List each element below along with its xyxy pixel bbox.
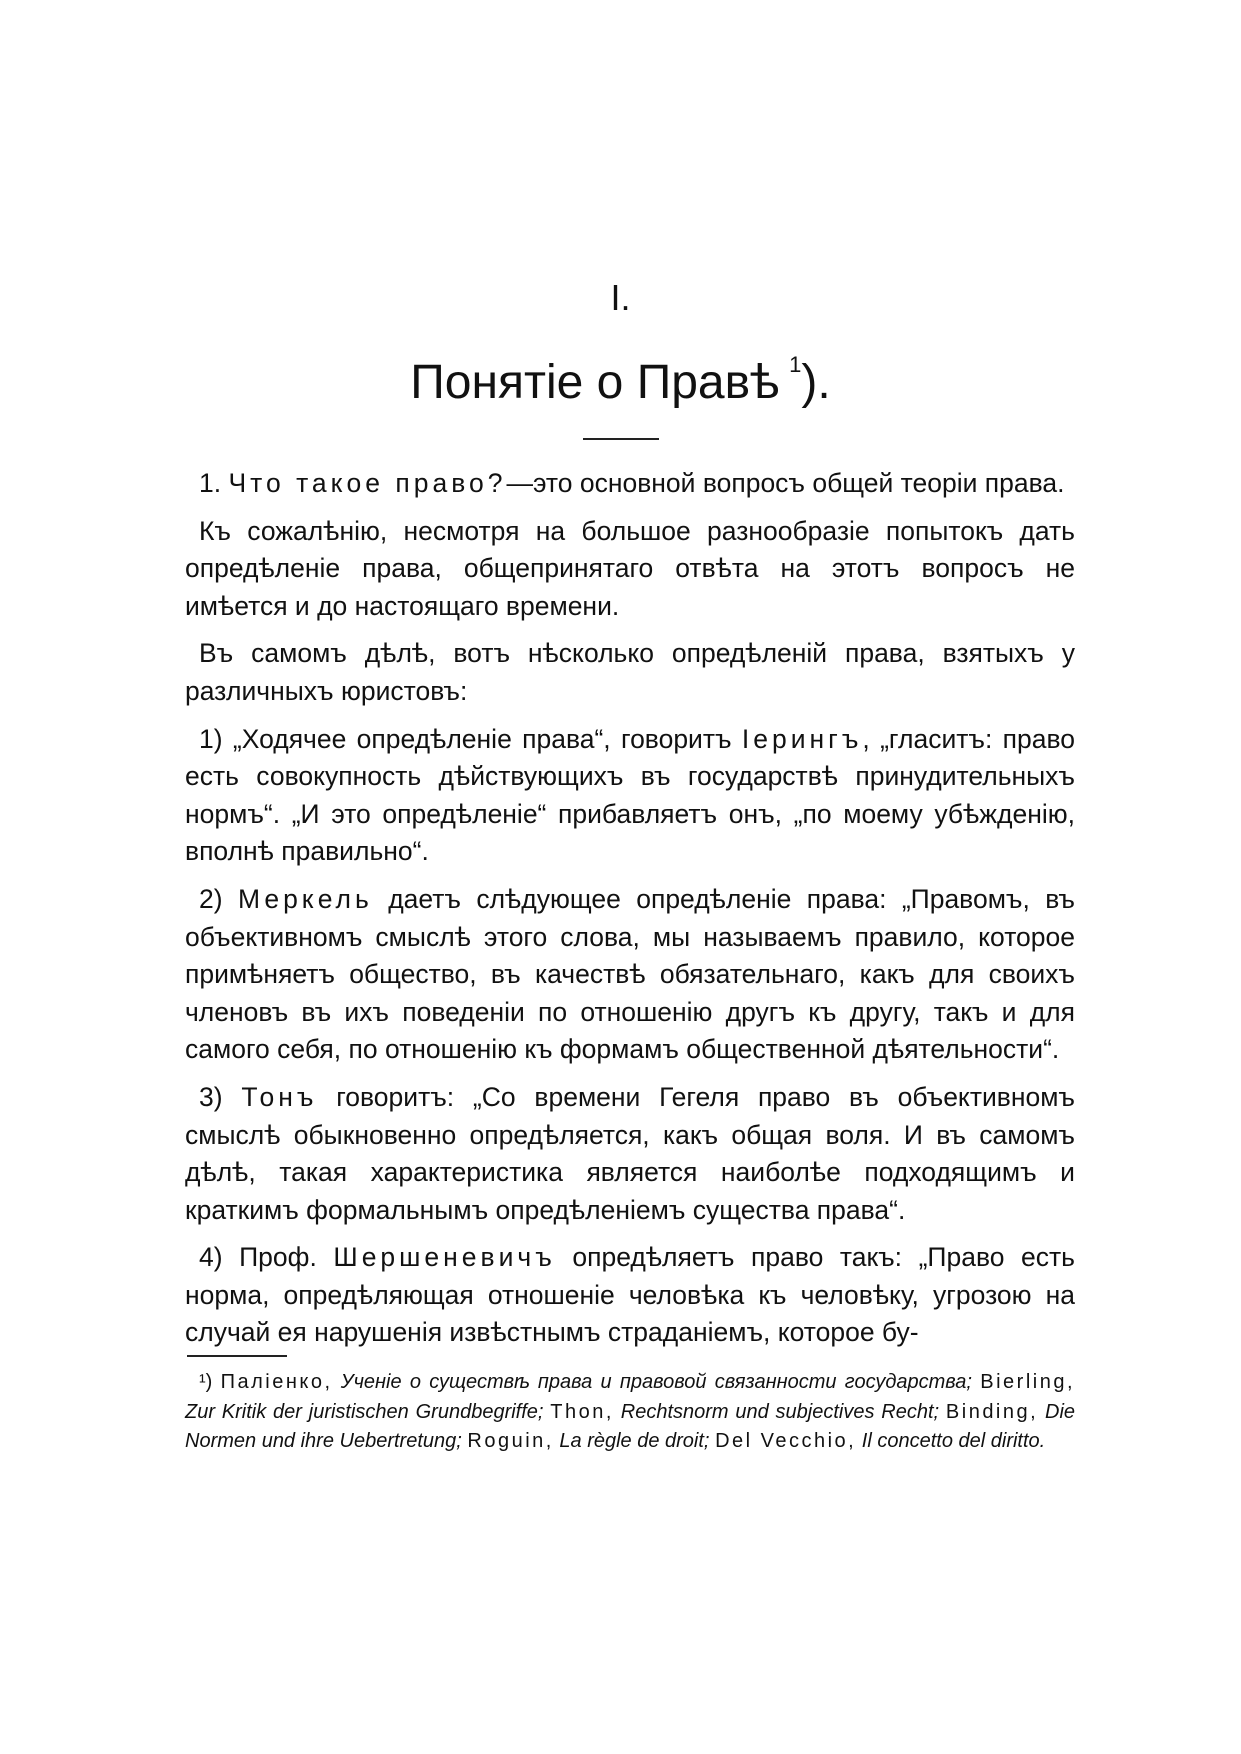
footnote-author: Roguin, [467, 1430, 554, 1452]
paragraph-text: Въ самомъ дѣлѣ, вотъ нѣсколько опредѣленій права, взятыхъ у различныхъ юристовъ: [185, 638, 1075, 706]
author-name-thon: Тонъ [241, 1081, 318, 1112]
paragraph-text: Къ сожалѣнію, несмотря на большое разнообразіе попытокъ дать опредѣленіе права, общепринятаго отвѣта на этотъ вопросъ не имѣется и до настоящаго времени. [185, 515, 1075, 621]
paragraph-text: 1) „Ходячее опредѣленіе права“, говоритъ [199, 723, 732, 754]
author-name-shershenevich: Шершеневичъ [333, 1242, 556, 1273]
paragraph-4 [185, 721, 1075, 871]
footnote-divider [187, 1355, 287, 1357]
spaced-term: Что такое право? [228, 468, 507, 498]
footnote-author: Thon, [550, 1400, 614, 1423]
paragraph-text: —это основной вопросъ общей теоріи права. [506, 468, 1065, 498]
body-text [185, 465, 1075, 1362]
paragraph-7 [185, 1239, 1075, 1352]
paragraph-1 [185, 465, 1075, 503]
title-divider [583, 438, 659, 440]
footnote-reference: 1 [789, 352, 802, 377]
paragraph-text: даетъ слѣдующее опредѣленіе права: „Правомъ, въ объективномъ смыслѣ этого слова, мы называемъ правило, которое примѣняетъ общество, въ качествѣ обязательнаго, какъ для своихъ членовъ въ ихъ поведеніи по отношенію другъ къ другу, такъ и для самого себя, по отношенію къ формамъ общественной дѣятельности“. [185, 883, 1075, 1065]
paragraph-text: , „гласитъ: право есть совокупность дѣйствующихъ въ государствѣ принудительныхъ нормъ“. „И это опредѣленіе“ прибавляетъ онъ, „по моему убѣжденію, вполнѣ правильно“. [185, 723, 1075, 867]
footnote-work: Rechtsnorm und subjectives Recht; [620, 1400, 940, 1423]
footnote [185, 1368, 1075, 1457]
footnote-work: Ученіе о существѣ права и правовой связанности государства; [340, 1371, 972, 1393]
footnote-author: Bierling, [980, 1371, 1076, 1393]
chapter-title-close: ). [801, 356, 831, 409]
paragraph-text: говоритъ: „Со времени Гегеля право въ объективномъ смыслѣ обыкновенно опредѣляется, какъ общая воля. И въ самомъ дѣлѣ, такая характеристика является наиболѣе подходящимъ и краткимъ формальнымъ опредѣленіемъ существа права“. [185, 1081, 1075, 1225]
paragraph-text: 2) [199, 883, 223, 914]
paragraph-6 [185, 1079, 1075, 1229]
footnote-work: Zur Kritik der juristischen Grundbegriffe; [185, 1400, 544, 1423]
paragraph-number: 1. [199, 468, 222, 498]
paragraph-text: 3) [199, 1081, 223, 1112]
footnote-author: Паліенко, [220, 1371, 333, 1393]
footnote-author: Del Vecchio, [715, 1430, 857, 1452]
footnote-mark: ¹) [199, 1371, 213, 1393]
author-name-iering: Іерингъ [741, 723, 863, 754]
paragraph-text: 4) Проф. [199, 1242, 317, 1273]
chapter-number: I. [610, 277, 631, 318]
paragraph-5 [185, 881, 1075, 1069]
footnote-work: Die Normen und ihre Uebertretung; [185, 1400, 1076, 1452]
paragraph-3 [185, 635, 1075, 710]
paragraph-2 [185, 513, 1075, 626]
chapter-title-text: Понятіе о Правѣ [410, 356, 780, 409]
author-name-merkel: Меркель [237, 883, 373, 914]
paragraph-text: опредѣляетъ право такъ: „Право есть норма, опредѣляющая отношеніе человѣка къ человѣку, угрозою на случай ея нарушенія извѣстнымъ страданіемъ, которое бу- [185, 1242, 1075, 1348]
footnote-work: Il concetto del diritto. [861, 1430, 1046, 1452]
footnote-work: La règle de droit; [559, 1430, 710, 1452]
chapter-title [0, 352, 1241, 411]
footnote-author: Binding, [945, 1400, 1039, 1423]
